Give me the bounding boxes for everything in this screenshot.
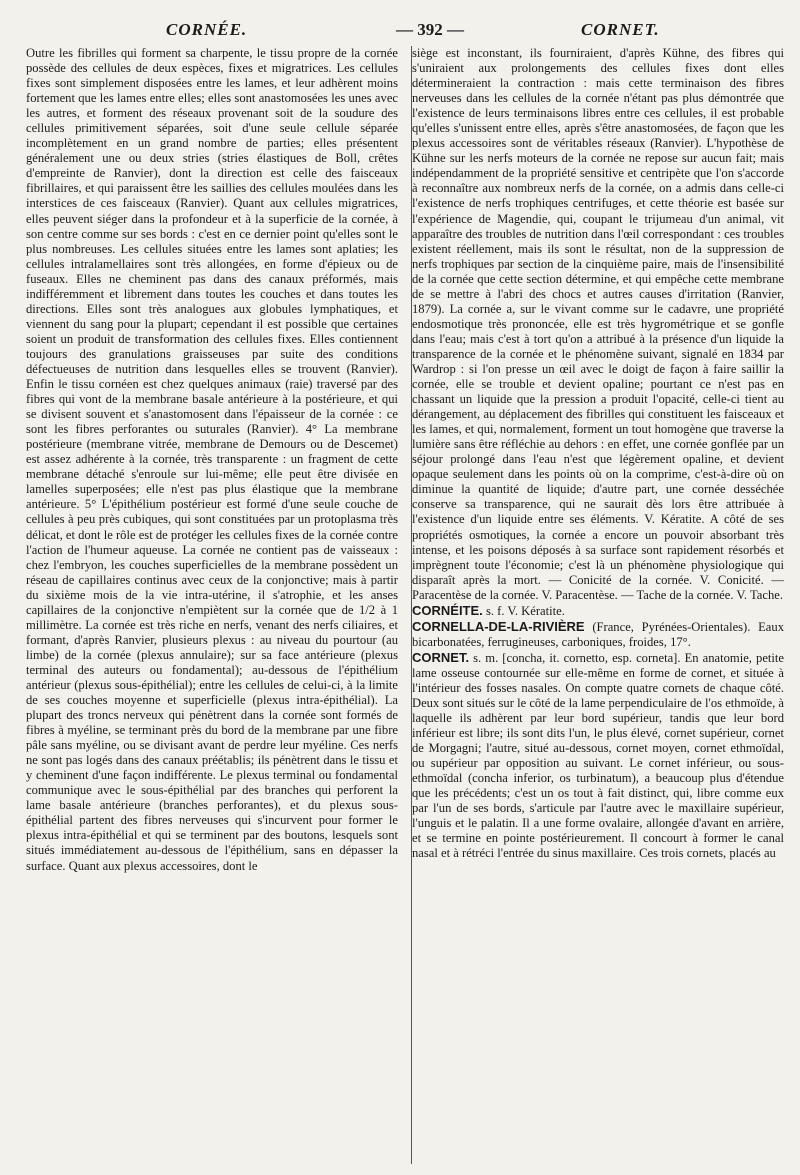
- page-header: [26, 16, 788, 46]
- entry-cornella: [412, 619, 784, 650]
- left-column: [26, 46, 398, 1166]
- text-columns: [26, 46, 788, 1166]
- page-number: — 392 —: [396, 20, 464, 39]
- column-divider: [411, 46, 412, 1164]
- right-column: [412, 46, 784, 1166]
- left-column-text: Outre les fibrilles qui forment sa charpente, le tissu propre de la cornée possède des cellules de deux espèces, fixes et migratrices. Les cellules fixes sont simplement disposées entre les lames, et leur adhèrent moins fortement que les lames entre elles; elles sont anastomosées les unes avec les autres, et forment des réseaux provenant soit de la soudure des cellules primitivement séparées, soit d'une seule cellule séparée incomplètement en un grand nombre de parties; elles présentent généralement une ou deux stries (stries élastiques de Boll, crêtes d'empreinte de Ranvier), dont la direction est celle des faisceaux fibrillaires, et qui paraissent être les saillies des cellules moulées dans les interstices de ces faisceaux (Ranvier). Quant aux cellules migratrices, elles peuvent siéger dans la profondeur et à la superficie de la cornée, à son centre comme sur ses bords : c'est en ce dernier point qu'elles sont le plus nombreuses. Les cellules situées entre les lames sont aplaties; les cellules intralamellaires sont très allongées, en forme d'épieux ou de fuseaux. Elles ne cheminent pas dans des canaux préformés, mais indifféremment et librement dans toutes les couches et dans toutes les directions. Elles sont très analogues aux globules lymphatiques, et viennent du sang pour la plupart; cependant il est possible que certaines soient un produit de transformation des cellules fixes. Elles contiennent toujours des granulations graisseuses par suite des conditions défectueuses de nutrition dans lesquelles elles se trouvent (Ranvier). Enfin le tissu cornéen est chez quelques animaux (raie) traversé par des fibres qui vont de la membrane basale antérieure à la postérieure, et qui se divisent souvent et s'anastomosent dans l'épaisseur de la cornée : ce sont les fibres perforantes ou suturales (Ranvier). 4° La membrane postérieure (membrane vitrée, membrane de Demours ou de Descemet) est assez adhérente à la cornée, très transparente : un fragment de cette membrane détaché s'enroule sur lui-même; elle peut être divisée en lamelles superposées; elle n'est pas plus élastique que la membrane antérieure. 5° L'épithélium postérieur est formé d'une seule couche de cellules à peu près cubiques, qui sont constituées par un protoplasma très délicat, et dont le rôle est de protéger les cellules fixes de la cornée contre l'action de l'humeur aqueuse. La cornée ne contient pas de vaisseaux : chez l'embryon, les couches superficielles de la membrane possèdent un réseau de capillaires continus avec ceux de la conjonctive; mais à partir du sixième mois de la vie intra-utérine, il s'atrophie, et les anses capillaires de la conjonctive n'empiètent sur la cornée que de 1/2 à 1 millimètre. La cornée est très riche en nerfs, venant des nerfs ciliaires, et formant, d'après Ranvier, plusieurs plexus : au niveau du pourtour (au limbe) de la cornée (plexus annulaire); sur sa face antérieure (plexus terminal des auteurs ou fondamental); au-dessous de l'épithélium antérieur (plexus sous-épithélial); entre les cellules de celui-ci, à la limite de ses couches moyenne et superficielle (plexus intra-épithélial). La plupart des troncs nerveux qui pénètrent dans la cornée sont formés de fibres à myéline, se terminant près du bord de la membrane par une fibre pâle sans myéline, ou se divisant avant de perdre leur myéline. Ces nerfs ne sont pas logés dans des canaux préétablis; ils pénètrent dans le tissu et y cheminent d'une façon indifférente. Le plexus terminal ou fondamental communique avec le sous-épithélial par des branches qui perforent la lame basale antérieure (branches perforantes), et du plexus sous-épithélial partent des fibres nerveuses qui s'incurvent pour former le plexus intra-épithélial et qui se terminent par des boutons, lesquels sont situés immédiatement au-dessous de l'épithélium, sans en dépasser la surface. Quant aux plexus accessoires, dont le: [26, 46, 398, 873]
- entry-corneite: [412, 603, 784, 619]
- entry-cornella-text: (France, Pyrénées-Orientales). Eaux bicarbonatées, ferrugineuses, carboniques, froides, 17°.: [412, 619, 784, 649]
- entry-corneite-head: CORNÉITE.: [412, 602, 483, 618]
- running-head-right: CORNET.: [581, 20, 660, 39]
- right-column-text: siège est inconstant, ils fourniraient, d'après Kühne, des fibres qui s'uniraient aux prolongements des cellules fixes dont elles détermineraient la contraction : mais cette terminaison des fibres nerveuses dans les cellules de la cornée n'étant pas plus démontrée que l'existence de leurs terminaisons libres entre ces cellules, il est probable qu'elles s'unissent entre elles, après s'être anastomosées, de façon que les plexus accessoires sont de véritables réseaux (Ranvier). L'hypothèse de Kühne sur les nerfs moteurs de la cornée ne repose sur aucun fait; mais indépendamment de la propriété sensitive et centripète que l'on s'accorde à reconnaître aux nombreux nerfs de la cornée, on a admis dans celle-ci l'existence de nerfs trophiques centrifuges, et cette théorie est basée sur l'expérience de Magendie, qui, coupant le trijumeau d'un animal, vit apparaître des troubles de nutrition dans l'œil correspondant : ces troubles existent réellement, mais ils sont le résultat, non de la suppression de nerfs trophiques par section de la cinquième paire, mais de l'insensibilité de la cornée que cette section détermine, et qui empêche cette membrane de se mettre à l'abri des chocs et autres causes d'irritation (Ranvier, 1879). La cornée a, sur le vivant comme sur le cadavre, une propriété endosmotique très prononcée, elle est très hygrométrique et se gonfle dans l'eau; mais c'est à tort qu'on a attribué à la présence d'un liquide la transparence de la cornée et le phénomène suivant, signalé en 1834 par Wardrop : si l'on presse un œil avec le doigt de façon à faire saillir la cornée, elle se trouble et devient opaline; pourtant ce n'est pas en chassant un liquide que la pression a produit l'opacité, celle-ci tient au dérangement, au déplacement des fibrilles qui constituent les faisceaux et les lames, et qui, normalement, forment un tout homogène que traverse la lumière sans être réfléchie au dehors : en effet, une cornée gonflée par un séjour prolongé dans l'eau n'est que légèrement opaline, et devient opaque seulement dans les points où on la comprime, c'est-à-dire où on diminue la quantité de liquide; d'autre part, une cornée desséchée conserve sa transparence, qui ne saurait dès lors être attribuée à l'existence d'un liquide entre ses éléments. V. Kératite. A côté de ses propriétés osmotiques, la cornée a encore un pouvoir absorbant très intense, et les poisons déposés à sa surface sont rapidement résorbés et imprègnent toute l'économie; c'est là un phénomène physiologique qui disparaît après la mort. — Conicité de la cornée. V. Conicité. — Paracentèse de la cornée. V. Paracentèse. — Tache de la cornée. V. Tache.: [412, 46, 784, 602]
- entry-cornet: [412, 650, 784, 862]
- entry-cornet-text: s. m. [concha, it. cornetto, esp. corneta]. En anatomie, petite lame osseuse contournée sur elle-même en forme de cornet, et située à l'intérieur des fosses nasales. On compte quatre cornets de chaque côté. Deux sont situés sur le côté de la lame perpendiculaire de l'os ethmoïde, à laquelle ils adhèrent par leur bord supérieur, tandis que leur bord inférieur est libre; ils sont dits l'un, le plus élevé, cornet supérieur, cornet de Morgagni; l'autre, situé au-dessous, cornet moyen, cornet ethmoïdal, ou supérieur par opposition au suivant. Le cornet inférieur, ou sous-ethmoïdal (concha inferior, os turbinatum), a beaucoup plus d'étendue que les précédents; c'est un os tout à fait distinct, qui, libre comme eux par l'un de ses bords, s'articule par l'autre avec le maxillaire supérieur, l'unguis et le palatin. Il a une forme ovalaire, allongée d'avant en arrière, et se termine en pointe postérieurement. Il concourt à former le canal nasal et à rétréci l'entrée du sinus maxillaire. Ces trois cornets, placés au: [412, 650, 784, 861]
- entry-cornet-head: CORNET.: [412, 649, 470, 665]
- entry-corneite-text: s. f. V. Kératite.: [482, 603, 565, 618]
- running-head-left: CORNÉE.: [166, 20, 248, 39]
- entry-cornella-head: CORNELLA-DE-LA-RIVIÈRE: [412, 618, 585, 634]
